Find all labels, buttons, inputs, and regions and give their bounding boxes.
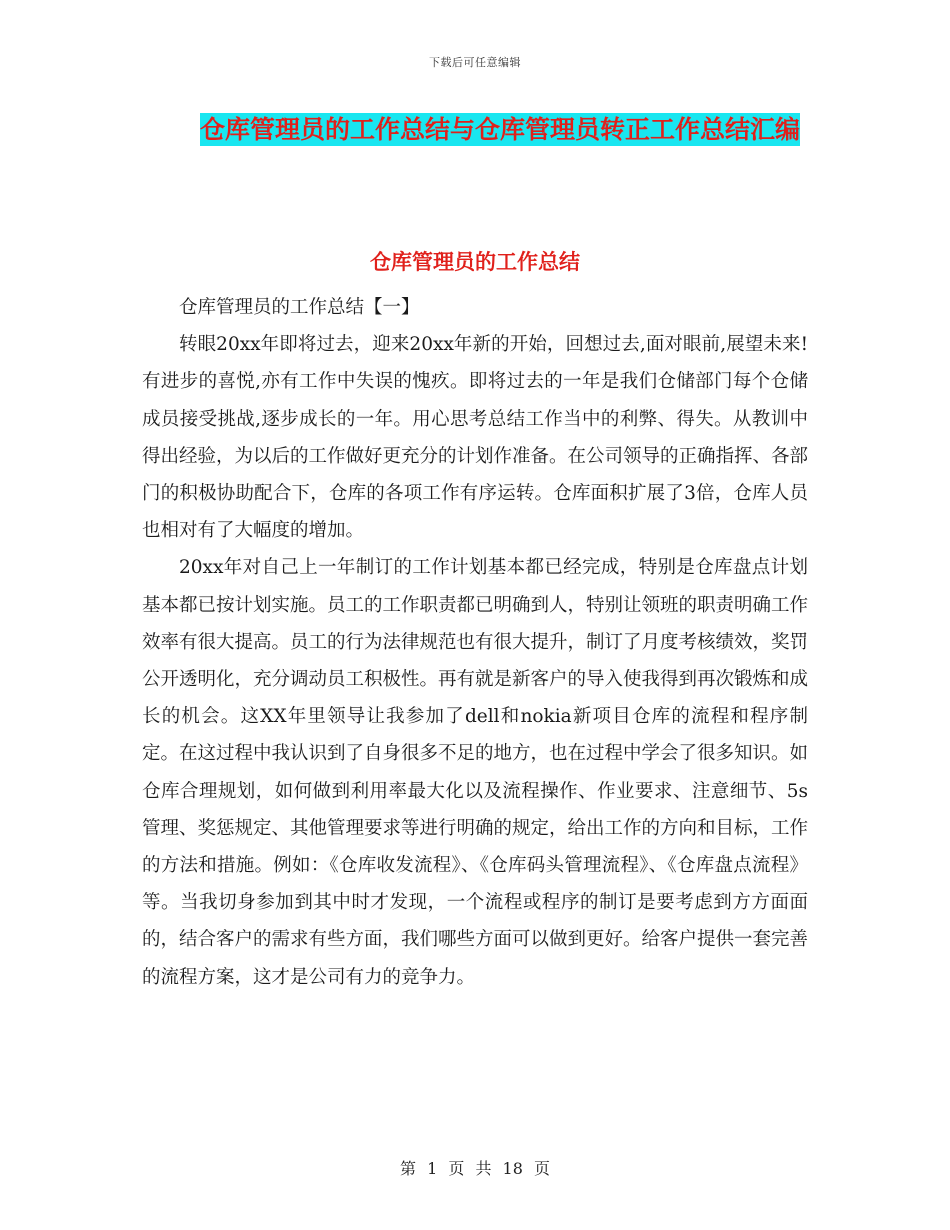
subheading: 仓库管理员的工作总结【一】 [179,297,420,318]
document-body [142,289,808,996]
paragraph-1: 转眼20xx年即将过去，迎来20xx年新的开始，回想过去,面对眼前,展望未来!有进步的喜悦,亦有工作中失误的愧疚。即将过去的一年是我们仓储部门每个仓储成员接受挑战,逐步成长的一年。用心思考总结工作当中的利弊、得失。从教训中得出经验，为以后的工作做好更充分的计划作准备。在公司领导的正确指挥、各部门的积极协助配合下，仓库的各项工作有序运转。仓库面积扩展了3倍，仓库人员也相对有了大幅度的增加。 [142,334,809,542]
header-note: 下载后可任意编辑 [429,56,521,69]
document-title [190,106,810,154]
page-footer: 第 1 页 共 18 页 [400,1159,550,1178]
document-title-text: 仓库管理员的工作总结与仓库管理员转正工作总结汇编 [199,115,800,144]
paragraph-2: 20xx年对自己上一年制订的工作计划基本都已经完成，特别是仓库盘点计划基本都已按计划实施。员工的工作职责都已明确到人，特别让领班的职责明确工作效率有很大提高。员工的行为法律规范也有很大提升，制订了月度考核绩效，奖罚公开透明化，充分调动员工积极性。再有就是新客户的导入使我得到再次锻炼和成长的机会。这XX年里领导让我参加了dell和nokia新项目仓库的流程和程序制定。在这过程中我认识到了自身很多不足的地方，也在过程中学会了很多知识。如仓库合理规划，如何做到利用率最大化以及流程操作、作业要求、注意细节、5s管理、奖惩规定、其他管理要求等进行明确的规定，给出工作的方向和目标，工作的方法和措施。例如：《仓库收发流程》、《仓库码头管理流程》、《仓库盘点流程》等。当我切身参加到其中时才发现，一个流程或程序的制订是要考虑到方方面面的，结合客户的需求有些方面，我们哪些方面可以做到更好。给客户提供一套完善的流程方案，这才是公司有力的竞争力。 [142,557,809,988]
section-title: 仓库管理员的工作总结 [370,250,580,274]
